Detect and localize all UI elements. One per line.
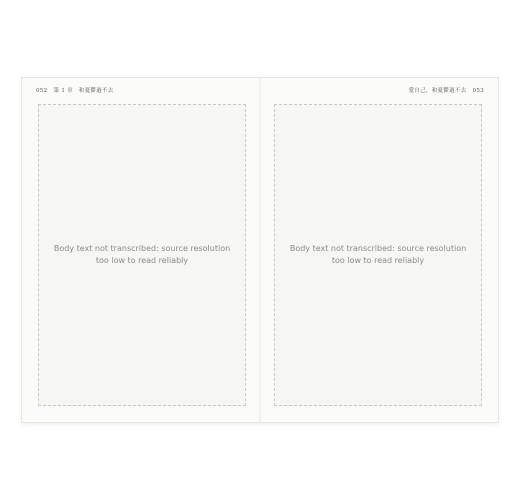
left-page — [22, 78, 260, 422]
right-page-number: 053 — [472, 88, 484, 94]
left-header-title: 第 1 章 和憂鬱過不去 — [53, 88, 114, 94]
right-running-header — [409, 86, 488, 94]
right-text-notice: Body text not transcribed: source resolution too low to read reliably — [289, 244, 467, 265]
left-page-number: 052 — [36, 88, 48, 94]
left-running-header — [32, 86, 114, 94]
left-text-notice: Body text not transcribed: source resolution too low to read reliably — [53, 244, 231, 265]
book-spread — [22, 78, 498, 422]
right-page — [260, 78, 498, 422]
left-page-text-block — [38, 104, 246, 406]
right-page-text-block — [274, 104, 482, 406]
right-header-title: 愛自己，和憂鬱過不去 — [408, 88, 467, 94]
